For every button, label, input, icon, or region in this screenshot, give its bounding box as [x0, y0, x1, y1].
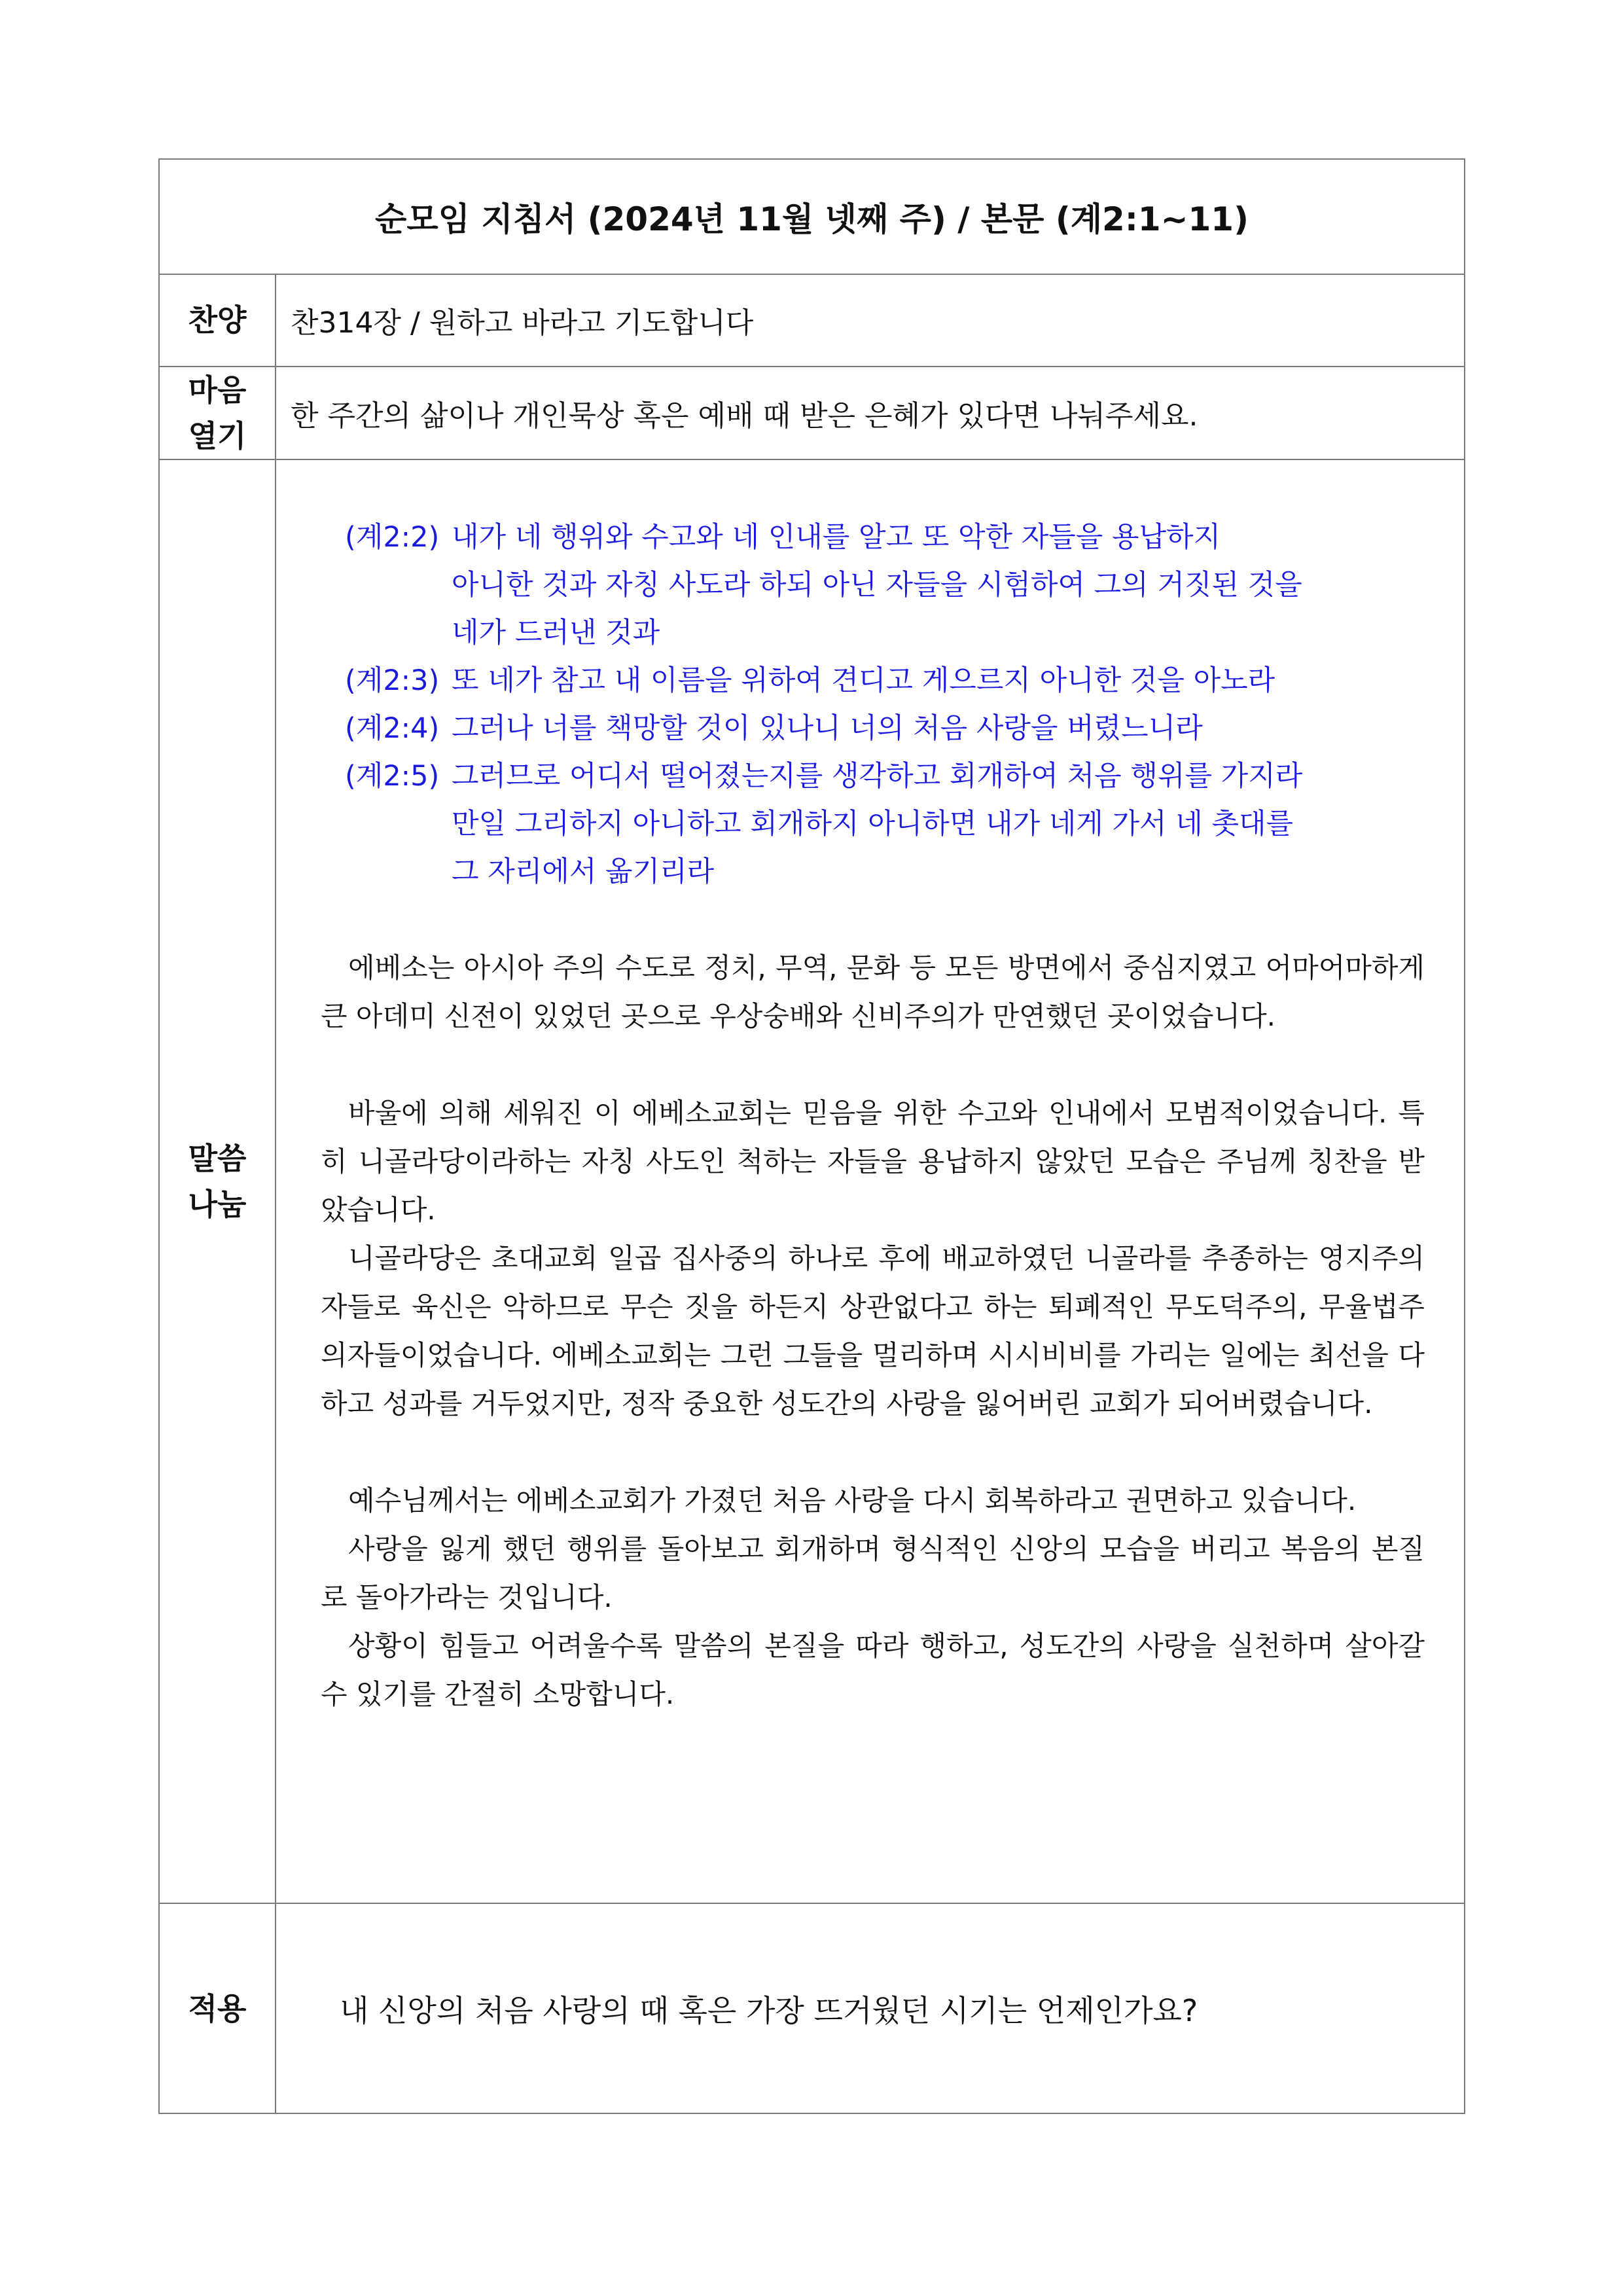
hymn-text: 찬314장 / 원하고 바라고 기도합니다 [276, 274, 1465, 366]
verse-item [345, 753, 1425, 896]
commentary-paragraph: 사랑을 잃게 했던 행위를 돌아보고 회개하며 형식적인 신앙의 모습을 버리고 복음의 본질로 돌아가라는 것입니다. [321, 1532, 1425, 1613]
word-label-line: 나눔 [188, 1187, 247, 1223]
commentary [321, 944, 1425, 1719]
opening-text: 한 주간의 삶이나 개인묵상 혹은 예배 때 받은 은혜가 있다면 나눠주세요. [276, 367, 1465, 459]
commentary-paragraph: 에베소는 아시아 주의 수도로 정치, 무역, 문화 등 모든 방면에서 중심지였고 어마어마하게 큰 아데미 신전이 있었던 곳으로 우상숭배와 신비주의가 만연했던 곳이었습니다. [321, 951, 1425, 1032]
application-label: 적용 [159, 1903, 276, 2113]
commentary-paragraph: 예수님께서는 에베소교회가 가졌던 처음 사랑을 다시 회복하라고 권면하고 있습니다. [348, 1484, 1357, 1516]
verse-ref: (계2:2) [345, 520, 440, 554]
verse-line: 그 자리에서 옮기리라 [452, 855, 715, 888]
verse-line: 그러므로 어디서 떨어졌는지를 생각하고 회개하여 처음 행위를 가지라 [452, 759, 1303, 793]
opening-label-line: 열기 [188, 418, 247, 454]
page-title: 순모임 지침서 (2024년 11월 넷째 주) / 본문 (계2:1~11) [159, 159, 1465, 274]
opening-label [159, 367, 276, 459]
opening-label-line: 마음 [188, 372, 247, 408]
verse-line: 네가 드러낸 것과 [452, 616, 660, 649]
verse-item [345, 705, 1425, 753]
application-row [159, 1903, 1465, 2113]
verse-text [452, 705, 1425, 753]
word-label-line: 말씀 [188, 1141, 247, 1177]
word-label [159, 459, 276, 1903]
title-row [159, 159, 1465, 274]
guide-table [158, 158, 1465, 2114]
scripture-verses [345, 514, 1425, 896]
commentary-paragraph: 바울에 의해 세워진 이 에베소교회는 믿음을 위한 수고와 인내에서 모범적이었습니다. 특히 니골라당이라하는 자칭 사도인 척하는 자들을 용납하지 않았던 모습은 주님께 칭찬을 받았습니다. [321, 1096, 1425, 1226]
application-question: 내 신앙의 처음 사랑의 때 혹은 가장 뜨거웠던 시기는 언제인가요? [276, 1903, 1465, 2113]
verse-item [345, 514, 1425, 657]
verse-line: 또 네가 참고 내 이름을 위하여 견디고 게으르지 아니한 것을 아노라 [452, 664, 1275, 697]
word-content [276, 459, 1465, 1903]
verse-text [452, 657, 1425, 705]
verse-line: 아니한 것과 자칭 사도라 하되 아닌 자들을 시험하여 그의 거짓된 것을 [452, 568, 1302, 601]
opening-row [159, 367, 1465, 459]
hymn-label: 찬양 [159, 274, 276, 366]
verse-ref: (계2:5) [345, 759, 440, 793]
hymn-row [159, 274, 1465, 366]
verse-ref: (계2:3) [345, 664, 440, 697]
word-row [159, 459, 1465, 1903]
verse-text [452, 514, 1425, 657]
verse-text [452, 753, 1425, 896]
verse-line: 내가 네 행위와 수고와 네 인내를 알고 또 악한 자들을 용납하지 [452, 520, 1221, 554]
verse-ref: (계2:4) [345, 711, 440, 745]
commentary-paragraph: 니골라당은 초대교회 일곱 집사중의 하나로 후에 배교하였던 니골라를 추종하는 영지주의자들로 육신은 악하므로 무슨 짓을 하든지 상관없다고 하는 퇴폐적인 무도덕주의, 무율법주의자들이었습니다. 에베소교회는 그런 그들을 멀리하며 시시비비를 가리는 일에는 최선을 다하고 성과를 거두었지만, 정작 중요한 성도간의 사랑을 잃어버린 교회가 되어버렸습니다. [321, 1242, 1425, 1420]
verse-line: 그러나 너를 책망할 것이 있나니 너의 처음 사랑을 버렸느니라 [452, 711, 1203, 745]
commentary-paragraph: 상황이 힘들고 어려울수록 말씀의 본질을 따라 행하고, 성도간의 사랑을 실천하며 살아갈 수 있기를 간절히 소망합니다. [321, 1629, 1425, 1710]
verse-line: 만일 그리하지 아니하고 회개하지 아니하면 내가 네게 가서 네 촛대를 [452, 807, 1294, 840]
verse-item [345, 657, 1425, 705]
